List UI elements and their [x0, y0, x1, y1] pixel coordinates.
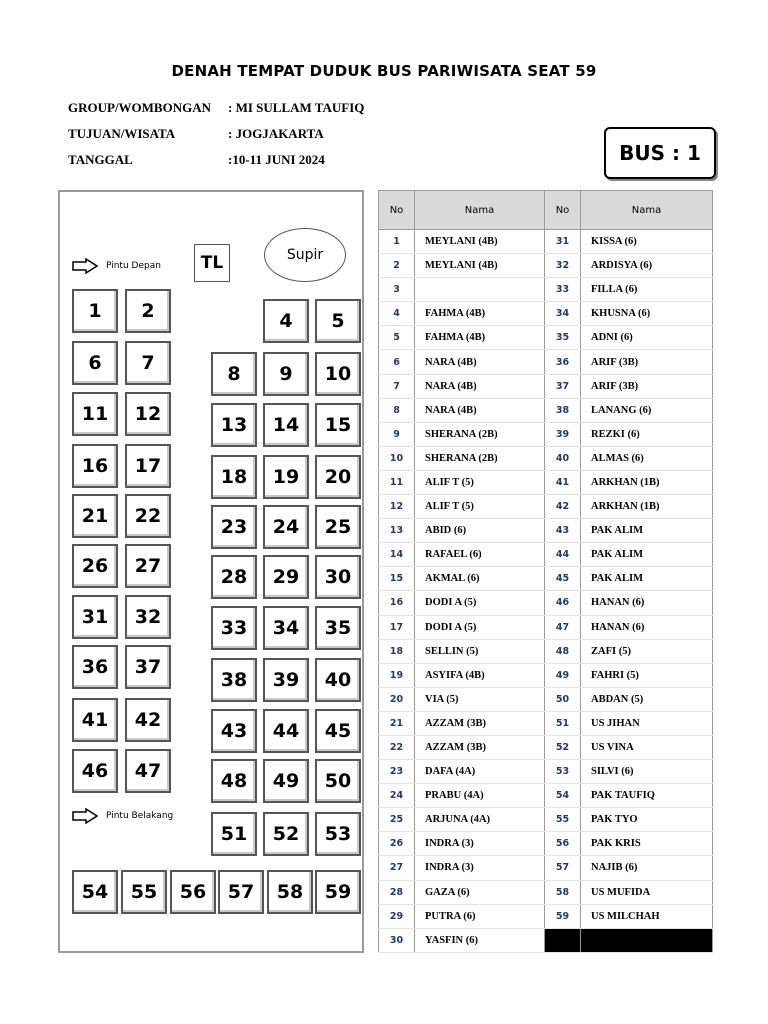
table-row [379, 470, 713, 494]
seat-52[interactable]: 52 [263, 812, 309, 856]
seat-number-cell: 5 [379, 326, 415, 350]
seat-number-cell: 37 [545, 374, 581, 398]
seat-33[interactable]: 33 [211, 606, 257, 650]
seat-10[interactable]: 10 [315, 352, 361, 396]
seat-number-cell: 26 [379, 832, 415, 856]
seat-number-cell: 38 [545, 398, 581, 422]
seat-32[interactable]: 32 [125, 595, 171, 639]
table-row [379, 808, 713, 832]
seat-21[interactable]: 21 [72, 494, 118, 538]
seat-8[interactable]: 8 [211, 352, 257, 396]
seat-17[interactable]: 17 [125, 444, 171, 488]
seat-46[interactable]: 46 [72, 749, 118, 793]
passenger-name-cell: PAK ALIM [581, 519, 713, 543]
seat-number-cell: 18 [379, 639, 415, 663]
seat-1[interactable]: 1 [72, 289, 118, 333]
seat-number-cell: 36 [545, 350, 581, 374]
table-row [379, 687, 713, 711]
seat-5[interactable]: 5 [315, 299, 361, 343]
passenger-name-cell: DAFA (4A) [415, 760, 545, 784]
seat-4[interactable]: 4 [263, 299, 309, 343]
table-row [379, 832, 713, 856]
passenger-name-cell: REZKI (6) [581, 422, 713, 446]
seat-22[interactable]: 22 [125, 494, 171, 538]
seat-43[interactable]: 43 [211, 709, 257, 753]
passenger-name-cell: FAHMA (4B) [415, 302, 545, 326]
seat-plan [58, 190, 364, 953]
seat-number-cell: 56 [545, 832, 581, 856]
table-row [379, 928, 713, 952]
info-value-destination: : JOGJAKARTA [228, 126, 324, 141]
table-row [379, 784, 713, 808]
header-nama-1: Nama [415, 191, 545, 230]
passenger-name-cell: MEYLANI (4B) [415, 230, 545, 254]
table-row [379, 519, 713, 543]
seat-number-cell: 31 [545, 230, 581, 254]
driver-seat: Supir [264, 228, 346, 282]
seat-25[interactable]: 25 [315, 505, 361, 549]
seat-19[interactable]: 19 [263, 455, 309, 499]
passenger-name-cell: AZZAM (3B) [415, 711, 545, 735]
seat-number-cell: 58 [545, 880, 581, 904]
table-header-row [379, 191, 713, 230]
front-door-marker [72, 258, 161, 274]
seat-number-cell: 7 [379, 374, 415, 398]
seat-number-cell: 15 [379, 567, 415, 591]
passenger-name-cell: SHERANA (2B) [415, 446, 545, 470]
table-row [379, 350, 713, 374]
passenger-name-cell: NARA (4B) [415, 374, 545, 398]
seat-number-cell: 33 [545, 278, 581, 302]
passenger-name-cell: PAK TAUFIQ [581, 784, 713, 808]
passenger-name-cell: NAJIB (6) [581, 856, 713, 880]
table-row [379, 278, 713, 302]
seat-number-cell: 54 [545, 784, 581, 808]
passenger-name-cell: DODI A (5) [415, 615, 545, 639]
info-label-date: TANGGAL [68, 152, 133, 167]
passenger-name-cell: YASFIN (6) [415, 928, 545, 952]
table-row [379, 446, 713, 470]
info-row-date [68, 152, 325, 168]
table-row [379, 326, 713, 350]
info-label-group: GROUP/WOMBONGAN [68, 100, 211, 115]
passenger-name-cell [415, 278, 545, 302]
seat-number-cell: 10 [379, 446, 415, 470]
arrow-right-icon [72, 258, 98, 274]
info-row-destination [68, 126, 324, 142]
table-row [379, 880, 713, 904]
passenger-name-cell: ARIF (3B) [581, 350, 713, 374]
seat-38[interactable]: 38 [211, 658, 257, 702]
seat-number-cell: 52 [545, 735, 581, 759]
seat-number-cell: 17 [379, 615, 415, 639]
seat-number-cell: 25 [379, 808, 415, 832]
seat-53[interactable]: 53 [315, 812, 361, 856]
passenger-name-cell: PAK KRIS [581, 832, 713, 856]
passenger-name-cell: ALIF T (5) [415, 495, 545, 519]
header-no-1: No [379, 191, 415, 230]
passenger-name-cell: HANAN (6) [581, 615, 713, 639]
seat-37[interactable]: 37 [125, 645, 171, 689]
seat-34[interactable]: 34 [263, 606, 309, 650]
passenger-name-cell: ALMAS (6) [581, 446, 713, 470]
seat-number-cell: 4 [379, 302, 415, 326]
seat-58[interactable]: 58 [267, 870, 313, 914]
info-row-group [68, 100, 364, 116]
seat-number-cell [545, 928, 581, 952]
passenger-name-cell: US VINA [581, 735, 713, 759]
passenger-name-cell: ZAFI (5) [581, 639, 713, 663]
table-row [379, 254, 713, 278]
passenger-name-cell [581, 928, 713, 952]
passenger-name-cell: PAK ALIM [581, 567, 713, 591]
seat-15[interactable]: 15 [315, 403, 361, 447]
passenger-name-cell: KISSA (6) [581, 230, 713, 254]
table-row [379, 398, 713, 422]
seat-number-cell: 35 [545, 326, 581, 350]
passenger-name-cell: KHUSNA (6) [581, 302, 713, 326]
seat-number-cell: 34 [545, 302, 581, 326]
table-row [379, 567, 713, 591]
seat-number-cell: 57 [545, 856, 581, 880]
seat-number-cell: 48 [545, 639, 581, 663]
seat-number-cell: 13 [379, 519, 415, 543]
table-row [379, 495, 713, 519]
seat-number-cell: 39 [545, 422, 581, 446]
passenger-name-cell: GAZA (6) [415, 880, 545, 904]
passenger-name-cell: ADNI (6) [581, 326, 713, 350]
seat-49[interactable]: 49 [263, 759, 309, 803]
seat-number-cell: 59 [545, 904, 581, 928]
seat-35[interactable]: 35 [315, 606, 361, 650]
info-value-group: : MI SULLAM TAUFIQ [228, 100, 365, 115]
seat-40[interactable]: 40 [315, 658, 361, 702]
info-value-date: :10-11 JUNI 2024 [228, 152, 325, 167]
passenger-name-cell: DODI A (5) [415, 591, 545, 615]
seat-number-cell: 49 [545, 663, 581, 687]
passenger-name-cell: FAHRI (5) [581, 663, 713, 687]
passenger-name-cell: NARA (4B) [415, 398, 545, 422]
header-nama-2: Nama [581, 191, 713, 230]
table-row [379, 422, 713, 446]
seat-number-cell: 40 [545, 446, 581, 470]
passenger-name-cell: SHERANA (2B) [415, 422, 545, 446]
seat-number-cell: 8 [379, 398, 415, 422]
bus-number-box: BUS : 1 [604, 127, 716, 179]
seat-number-cell: 9 [379, 422, 415, 446]
table-row [379, 711, 713, 735]
seat-number-cell: 45 [545, 567, 581, 591]
passenger-name-cell: INDRA (3) [415, 832, 545, 856]
passenger-name-cell: PUTRA (6) [415, 904, 545, 928]
passenger-name-cell: US MUFIDA [581, 880, 713, 904]
seat-47[interactable]: 47 [125, 749, 171, 793]
seat-36[interactable]: 36 [72, 645, 118, 689]
seat-41[interactable]: 41 [72, 698, 118, 742]
seat-number-cell: 14 [379, 543, 415, 567]
seat-number-cell: 23 [379, 760, 415, 784]
seat-26[interactable]: 26 [72, 544, 118, 588]
seat-number-cell: 27 [379, 856, 415, 880]
table-row [379, 735, 713, 759]
seat-number-cell: 19 [379, 663, 415, 687]
passenger-name-cell: FAHMA (4B) [415, 326, 545, 350]
seat-14[interactable]: 14 [263, 403, 309, 447]
seat-number-cell: 44 [545, 543, 581, 567]
seat-18[interactable]: 18 [211, 455, 257, 499]
rear-door-marker [72, 808, 173, 824]
header-no-2: No [545, 191, 581, 230]
table-row [379, 760, 713, 784]
seat-number-cell: 55 [545, 808, 581, 832]
table-row [379, 302, 713, 326]
seat-56[interactable]: 56 [170, 870, 216, 914]
seat-11[interactable]: 11 [72, 392, 118, 436]
table-row [379, 904, 713, 928]
rear-door-label: Pintu Belakang [106, 811, 174, 821]
passenger-name-cell: AKMAL (6) [415, 567, 545, 591]
seat-28[interactable]: 28 [211, 555, 257, 599]
seat-57[interactable]: 57 [218, 870, 264, 914]
table-row [379, 374, 713, 398]
seat-number-cell: 46 [545, 591, 581, 615]
seat-6[interactable]: 6 [72, 341, 118, 385]
seat-20[interactable]: 20 [315, 455, 361, 499]
table-row [379, 639, 713, 663]
passenger-name-cell: LANANG (6) [581, 398, 713, 422]
passenger-name-cell: ARKHAN (1B) [581, 495, 713, 519]
seat-number-cell: 30 [379, 928, 415, 952]
passenger-name-cell: US JIHAN [581, 711, 713, 735]
passenger-name-cell: ARDISYA (6) [581, 254, 713, 278]
seat-45[interactable]: 45 [315, 709, 361, 753]
seat-number-cell: 51 [545, 711, 581, 735]
passenger-name-cell: PAK TYO [581, 808, 713, 832]
passenger-name-cell: ALIF T (5) [415, 470, 545, 494]
seat-23[interactable]: 23 [211, 505, 257, 549]
table-row [379, 230, 713, 254]
arrow-right-icon [72, 808, 98, 824]
seat-number-cell: 32 [545, 254, 581, 278]
seat-number-cell: 16 [379, 591, 415, 615]
seat-9[interactable]: 9 [263, 352, 309, 396]
passenger-name-cell: SILVI (6) [581, 760, 713, 784]
passenger-name-cell: SELLIN (5) [415, 639, 545, 663]
seat-number-cell: 43 [545, 519, 581, 543]
passenger-name-cell: ABDAN (5) [581, 687, 713, 711]
passenger-name-cell: PRABU (4A) [415, 784, 545, 808]
seat-number-cell: 29 [379, 904, 415, 928]
seat-number-cell: 47 [545, 615, 581, 639]
seat-number-cell: 53 [545, 760, 581, 784]
passenger-name-cell: ABID (6) [415, 519, 545, 543]
passenger-name-cell: VIA (5) [415, 687, 545, 711]
table-row [379, 543, 713, 567]
seat-39[interactable]: 39 [263, 658, 309, 702]
passenger-name-cell: MEYLANI (4B) [415, 254, 545, 278]
passenger-name-cell: INDRA (3) [415, 856, 545, 880]
seat-number-cell: 50 [545, 687, 581, 711]
seat-24[interactable]: 24 [263, 505, 309, 549]
seat-42[interactable]: 42 [125, 698, 171, 742]
passenger-table [378, 190, 713, 953]
seat-55[interactable]: 55 [121, 870, 167, 914]
seat-number-cell: 28 [379, 880, 415, 904]
passenger-name-cell: HANAN (6) [581, 591, 713, 615]
seat-48[interactable]: 48 [211, 759, 257, 803]
tour-leader-seat: TL [194, 244, 230, 282]
seat-number-cell: 42 [545, 495, 581, 519]
seat-number-cell: 6 [379, 350, 415, 374]
passenger-name-cell: PAK ALIM [581, 543, 713, 567]
seat-50[interactable]: 50 [315, 759, 361, 803]
seat-number-cell: 22 [379, 735, 415, 759]
passenger-name-cell: AZZAM (3B) [415, 735, 545, 759]
table-row [379, 663, 713, 687]
passenger-name-cell: RAFAEL (6) [415, 543, 545, 567]
passenger-name-cell: NARA (4B) [415, 350, 545, 374]
seat-7[interactable]: 7 [125, 341, 171, 385]
seat-59[interactable]: 59 [315, 870, 361, 914]
passenger-name-cell: FILLA (6) [581, 278, 713, 302]
seat-number-cell: 24 [379, 784, 415, 808]
seat-29[interactable]: 29 [263, 555, 309, 599]
seat-number-cell: 21 [379, 711, 415, 735]
seat-number-cell: 41 [545, 470, 581, 494]
passenger-name-cell: US MILCHAH [581, 904, 713, 928]
info-label-destination: TUJUAN/WISATA [68, 126, 176, 141]
table-row [379, 615, 713, 639]
table-row [379, 591, 713, 615]
seat-54[interactable]: 54 [72, 870, 118, 914]
seat-number-cell: 2 [379, 254, 415, 278]
passenger-name-cell: ARIF (3B) [581, 374, 713, 398]
seat-44[interactable]: 44 [263, 709, 309, 753]
table-body [379, 230, 713, 953]
front-door-label: Pintu Depan [106, 261, 161, 271]
seat-30[interactable]: 30 [315, 555, 361, 599]
seat-51[interactable]: 51 [211, 812, 257, 856]
passenger-name-cell: ARKHAN (1B) [581, 470, 713, 494]
seat-number-cell: 1 [379, 230, 415, 254]
seat-16[interactable]: 16 [72, 444, 118, 488]
seat-number-cell: 20 [379, 687, 415, 711]
seat-13[interactable]: 13 [211, 403, 257, 447]
seat-2[interactable]: 2 [125, 289, 171, 333]
seat-27[interactable]: 27 [125, 544, 171, 588]
seat-12[interactable]: 12 [125, 392, 171, 436]
seat-number-cell: 3 [379, 278, 415, 302]
page-title: DENAH TEMPAT DUDUK BUS PARIWISATA SEAT 59 [171, 62, 597, 80]
passenger-name-cell: ASYIFA (4B) [415, 663, 545, 687]
table-row [379, 856, 713, 880]
seat-31[interactable]: 31 [72, 595, 118, 639]
passenger-name-cell: ARJUNA (4A) [415, 808, 545, 832]
seat-number-cell: 12 [379, 495, 415, 519]
seat-number-cell: 11 [379, 470, 415, 494]
